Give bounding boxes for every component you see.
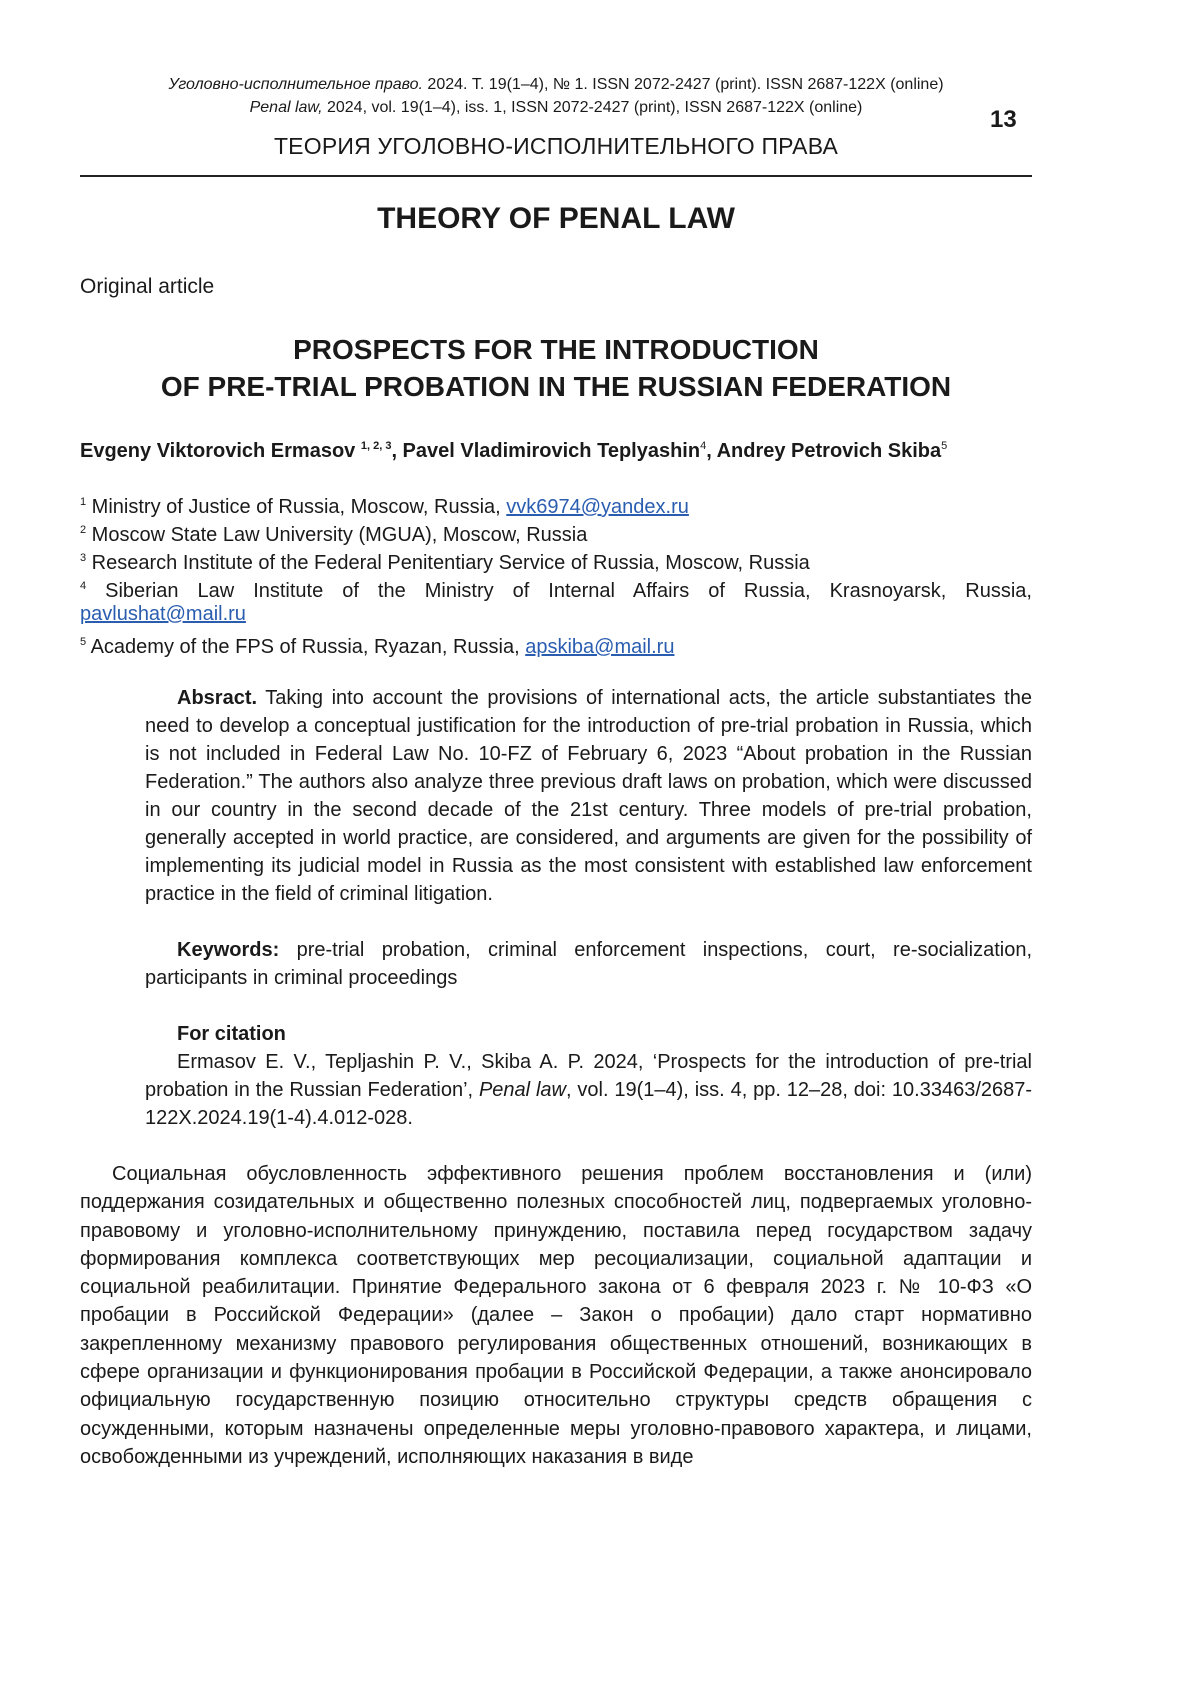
affiliation-4-email-link[interactable]: pavlushat@mail.ru (80, 603, 246, 625)
author-2-affiliation-refs: 4 (700, 440, 706, 452)
affiliation-3-number: 3 (80, 552, 86, 564)
author-3-name: , Andrey Petrovich Skiba (706, 440, 941, 462)
journal-name-ru: Уголовно-исполнительное право. (168, 76, 423, 93)
abstract-label: Absract. (177, 687, 257, 709)
citation-text (145, 1048, 1032, 1132)
affiliation-2-number: 2 (80, 524, 86, 536)
affiliation-5-text: Academy of the FPS of Russia, Ryazan, Russia, (86, 636, 525, 658)
abstract-text: Taking into account the provisions of international acts, the article substantiates the need to develop a conceptual justification for the introduction of pre-trial probation in Russia, which is not included in Federal Law No. 10-FZ of February 6, 2023 “About probation in the Russian Federation.” The authors also analyze three previous draft laws on probation, which were discussed in our country in the second decade of the 21st century. Three models of pre-trial probation, generally accepted in world practice, are considered, and arguments are given for the possibility of implementing its judicial model in Russia as the most consistent with established law enforcement practice in the field of criminal litigation. (145, 687, 1032, 905)
journal-header-en (80, 97, 1032, 119)
citation-heading (145, 1020, 1032, 1048)
citation-label: For citation (177, 1023, 286, 1045)
section-title-en: THEORY OF PENAL LAW (80, 208, 1032, 230)
author-2-name: , Pavel Vladimirovich Teplyashin (391, 440, 700, 462)
page-number: 13 (990, 106, 1017, 134)
body-paragraph: Социальная обусловленность эффективного решения проблем восстановления и (или) поддержания созидательных и общественно полезных способностей лиц, подвергаемых уголовно-правовому и уголовно-исполнительному принуждению, поставила перед государством задачу формирования комплекса соответствующих мер ресоциализации, социальной адаптации и социальной реабилитации. Принятие Федерального закона от 6 февраля 2023 г. № 10-ФЗ «О пробации в Российской Федерации» (далее – Закон о пробации) дало старт нормативно закрепленному механизму правового регулирования общественных отношений, возникающих в сфере организации и функционирования пробации в Российской Федерации, а также анонсировало официальную государственную позицию относительно структуры средств обращения с осужденными, которым назначены определенные меры уголовно-правового характера, и лицами, освобожденными из учреждений, исполняющих наказания в виде (80, 1160, 1032, 1471)
journal-details-en: 2024, vol. 19(1–4), iss. 1, ISSN 2072-2427 (print), ISSN 2687-122X (online) (323, 99, 863, 116)
citation-volume-doi: , vol. 19(1–4), iss. 4, pp. 12–28, doi: 10.33463/2687-122X.2024.19(1-4).4.012-028. (145, 1079, 1032, 1129)
journal-details-ru: 2024. Т. 19(1–4), № 1. ISSN 2072-2427 (print). ISSN 2687-122X (online) (423, 76, 944, 93)
article-title (80, 331, 1032, 405)
citation-journal: Penal law (479, 1079, 566, 1101)
author-3-affiliation-refs: 5 (941, 440, 947, 452)
author-list (80, 432, 1032, 465)
affiliation-1-number: 1 (80, 496, 86, 508)
affiliation-4-email-line (80, 600, 1032, 628)
affiliation-2-text: Moscow State Law University (MGUA), Moscow, Russia (86, 524, 587, 546)
author-1-affiliation-refs: 1, 2, 3 (361, 440, 392, 452)
journal-name-en: Penal law, (250, 99, 323, 116)
affiliation-5 (80, 628, 1032, 661)
affiliation-1-text: Ministry of Justice of Russia, Moscow, Russia, (86, 496, 506, 518)
author-1-name: Evgeny Viktorovich Ermasov (80, 440, 361, 462)
affiliation-3-text: Research Institute of the Federal Penitentiary Service of Russia, Moscow, Russia (86, 552, 810, 574)
keywords (145, 936, 1032, 992)
journal-header-ru (80, 74, 1032, 96)
article-type: Original article (80, 275, 214, 299)
abstract (145, 684, 1032, 908)
citation-authors-title: Ermasov E. V., Tepljashin P. V., Skiba A. P. 2024, ‘Prospects for the introduction of pre-trial probation in the Russian Federation’, (145, 1051, 1032, 1101)
affiliation-1-email-link[interactable]: vvk6974@yandex.ru (506, 496, 689, 518)
article-title-line-1: PROSPECTS FOR THE INTRODUCTION (80, 331, 1032, 368)
header-divider (80, 175, 1032, 177)
affiliation-4-number: 4 (80, 580, 86, 592)
section-title-ru: ТЕОРИЯ УГОЛОВНО-ИСПОЛНИТЕЛЬНОГО ПРАВА (80, 135, 1032, 157)
keywords-label: Keywords: (177, 939, 279, 961)
article-title-line-2: OF PRE-TRIAL PROBATION IN THE RUSSIAN FEDERATION (80, 368, 1032, 405)
affiliation-5-email-link[interactable]: apskiba@mail.ru (525, 636, 674, 658)
affiliation-4-text: Siberian Law Institute of the Ministry of Internal Affairs of Russia, Krasnoyarsk, Russia, (86, 580, 1032, 602)
keywords-text: pre-trial probation, criminal enforcement inspections, court, re-socialization, participants in criminal proceedings (145, 939, 1032, 989)
affiliation-5-number: 5 (80, 636, 86, 648)
